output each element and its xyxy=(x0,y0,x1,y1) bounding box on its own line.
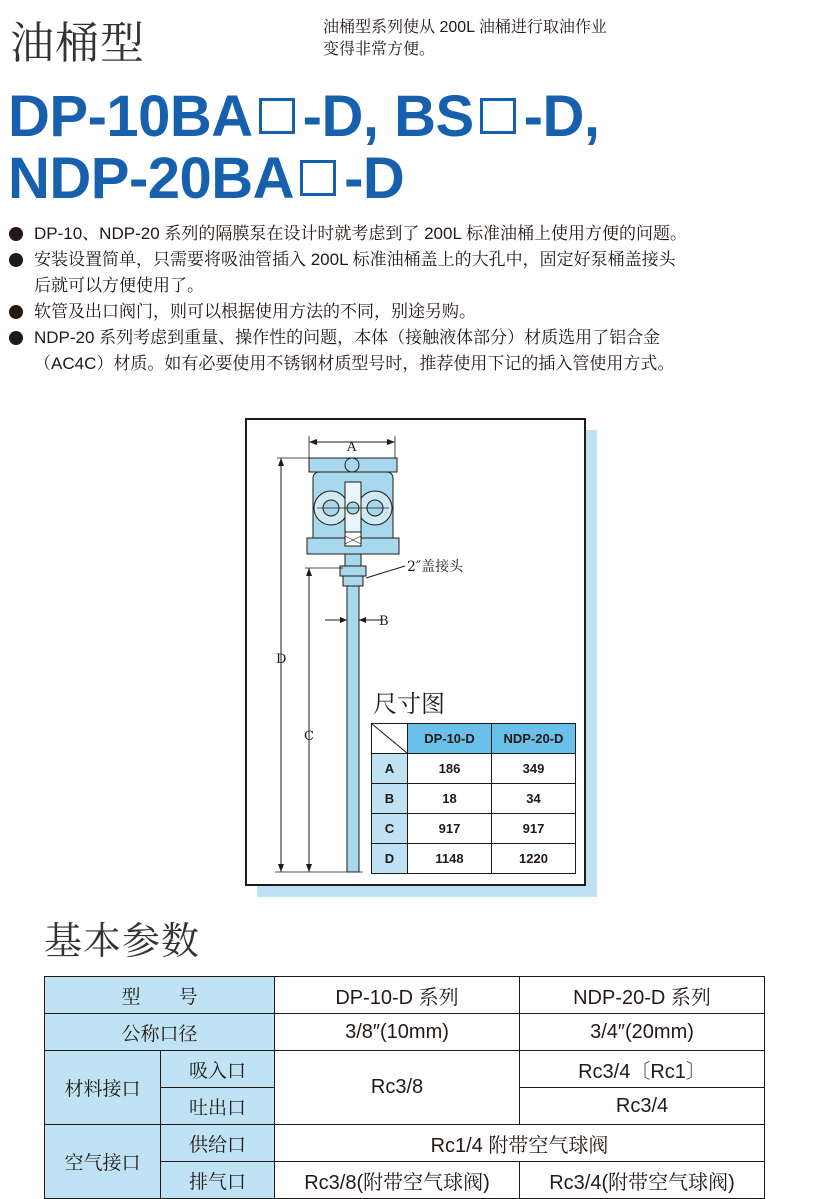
bore-label: 公称口径 xyxy=(45,1014,275,1051)
cap-joint-label: 2″盖接头 xyxy=(407,559,464,575)
table-row xyxy=(372,844,576,874)
model-title xyxy=(8,86,600,210)
header-dp10: DP-10-D xyxy=(408,724,492,754)
option-box xyxy=(259,98,295,134)
feature-item: DP-10、NDP-20 系列的隔膜泵在设计时就考虑到了 200L 标准油桶上使用方便的问题。 xyxy=(8,221,816,247)
model-suffix-2: -D xyxy=(344,146,405,211)
row-label: C xyxy=(372,814,408,844)
air-port-label: 空气接口 xyxy=(45,1125,161,1199)
table-row xyxy=(45,1014,765,1051)
air-supply-value: Rc1/4 附带空气球阀 xyxy=(275,1125,765,1162)
cell: 1220 xyxy=(491,844,575,874)
dimension-caption: 尺寸图 xyxy=(373,690,445,718)
dimension-table xyxy=(371,723,576,874)
corner-cell xyxy=(372,724,408,754)
feature-item: NDP-20 系列考虑到重量、操作性的问题，本体（接触液体部分）材质选用了铝合金 （AC4C）材质。如有必要使用不锈钢材质型号时，推荐使用下记的插入管使用方式。 xyxy=(8,325,816,377)
intro-line-1: 油桶型系列使从 200L 油桶进行取油作业 xyxy=(323,19,607,36)
intro-line-2: 变得非常方便。 xyxy=(323,41,436,58)
discharge-ndp20: Rc3/4 xyxy=(520,1088,765,1125)
header-ndp20: NDP-20-D xyxy=(491,724,575,754)
params-title: 基本参数 xyxy=(44,919,201,963)
cell: 917 xyxy=(408,814,492,844)
dimension-figure xyxy=(245,418,586,886)
intro-text xyxy=(323,17,607,61)
table-header-row xyxy=(372,724,576,754)
table-row xyxy=(372,754,576,784)
model-bs: -D, BS xyxy=(302,84,474,149)
model-label: 型 号 xyxy=(45,977,275,1014)
suction-ndp20: Rc3/4〔Rc1〕 xyxy=(520,1051,765,1088)
table-row xyxy=(45,1051,765,1088)
exhaust-dp10: Rc3/8(附带空气球阀) xyxy=(275,1162,520,1199)
bullet-dot xyxy=(9,253,23,267)
params-table xyxy=(44,976,765,1199)
model-dp10ba: DP-10BA xyxy=(8,84,253,149)
row-label: B xyxy=(372,784,408,814)
bullet-dot xyxy=(9,305,23,319)
model-suffix: -D, xyxy=(523,84,600,149)
page-title: 油桶型 xyxy=(10,18,145,69)
bullet-dot xyxy=(9,331,23,345)
cell: 1148 xyxy=(408,844,492,874)
feature-list xyxy=(8,221,816,377)
dim-label-b: B xyxy=(379,614,389,629)
material-port-dp10: Rc3/8 xyxy=(275,1051,520,1125)
table-row xyxy=(372,814,576,844)
col-dp10: DP-10-D 系列 xyxy=(275,977,520,1014)
suction-label: 吸入口 xyxy=(161,1051,275,1088)
cell: 34 xyxy=(491,784,575,814)
bullet-dot xyxy=(9,227,23,241)
cell: 186 xyxy=(408,754,492,784)
model-line-2 xyxy=(8,148,600,210)
cell: 349 xyxy=(491,754,575,784)
diagonal-divider xyxy=(372,724,407,753)
feature-item: 安装设置简单，只需要将吸油管插入 200L 标准油桶盖上的大孔中，固定好泵桶盖接头 后就可以方便使用了。 xyxy=(8,247,816,299)
supply-label: 供给口 xyxy=(161,1125,275,1162)
feature-item: 软管及出口阀门，则可以根据使用方法的不同，别途另购。 xyxy=(8,299,816,325)
option-box xyxy=(480,98,516,134)
discharge-label: 吐出口 xyxy=(161,1088,275,1125)
dim-label-c: C xyxy=(304,729,314,744)
dim-label-a: A xyxy=(347,440,357,455)
model-line-1 xyxy=(8,86,600,148)
material-port-label: 材料接口 xyxy=(45,1051,161,1125)
col-ndp20: NDP-20-D 系列 xyxy=(520,977,765,1014)
bore-dp10: 3/8″(10mm) xyxy=(275,1014,520,1051)
exhaust-label: 排气口 xyxy=(161,1162,275,1199)
row-label: D xyxy=(372,844,408,874)
option-box xyxy=(300,160,336,196)
model-ndp20ba: NDP-20BA xyxy=(8,146,295,211)
table-row xyxy=(45,977,765,1014)
dim-label-d: D xyxy=(276,652,287,667)
cell: 18 xyxy=(408,784,492,814)
bore-ndp20: 3/4″(20mm) xyxy=(520,1014,765,1051)
table-row xyxy=(45,1125,765,1162)
row-label: A xyxy=(372,754,408,784)
exhaust-ndp20: Rc3/4(附带空气球阀) xyxy=(520,1162,765,1199)
table-row xyxy=(372,784,576,814)
cell: 917 xyxy=(491,814,575,844)
